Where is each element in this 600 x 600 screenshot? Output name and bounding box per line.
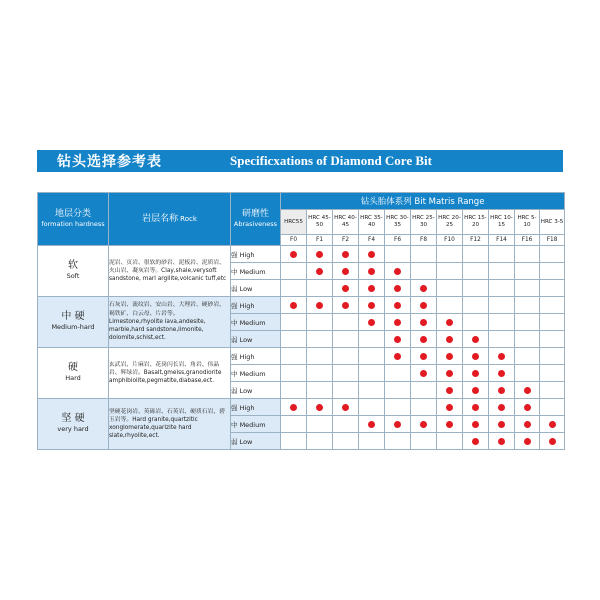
matrix-cell	[437, 433, 463, 450]
matrix-cell	[411, 365, 437, 382]
grade-cell: HRC 3-5	[540, 210, 565, 235]
matrix-cell	[281, 399, 307, 416]
matrix-cell	[307, 263, 333, 280]
matrix-cell	[307, 297, 333, 314]
matrix-cell	[307, 416, 333, 433]
matrix-cell	[359, 416, 385, 433]
red-dot-icon	[394, 421, 401, 428]
red-dot-icon	[316, 268, 323, 275]
matrix-cell	[411, 314, 437, 331]
hardness-cell	[38, 348, 109, 399]
matrix-cell	[489, 433, 515, 450]
matrix-cell	[515, 416, 540, 433]
red-dot-icon	[420, 285, 427, 292]
red-dot-icon	[498, 421, 505, 428]
red-dot-icon	[394, 319, 401, 326]
hardness-en: Soft	[66, 272, 80, 280]
code-cell: F2	[333, 235, 359, 246]
matrix-cell	[411, 433, 437, 450]
table-row	[38, 348, 565, 365]
red-dot-icon	[368, 268, 375, 275]
red-dot-icon	[498, 438, 505, 445]
red-dot-icon	[498, 370, 505, 377]
red-dot-icon	[394, 268, 401, 275]
matrix-cell	[540, 297, 565, 314]
abrasiveness-level: 强 High	[231, 399, 281, 416]
table-row	[38, 297, 565, 314]
matrix-cell	[359, 280, 385, 297]
matrix-cell	[385, 365, 411, 382]
red-dot-icon	[342, 285, 349, 292]
matrix-cell	[515, 399, 540, 416]
matrix-cell	[411, 416, 437, 433]
matrix-cell	[437, 246, 463, 263]
matrix-cell	[333, 297, 359, 314]
matrix-cell	[515, 314, 540, 331]
matrix-cell	[515, 365, 540, 382]
matrix-cell	[437, 365, 463, 382]
matrix-cell	[281, 348, 307, 365]
matrix-cell	[307, 433, 333, 450]
red-dot-icon	[446, 387, 453, 394]
matrix-cell	[411, 246, 437, 263]
matrix-cell	[359, 433, 385, 450]
matrix-cell	[333, 365, 359, 382]
bit-selection-table	[37, 192, 565, 450]
grade-cell: HRC 15-20	[463, 210, 489, 235]
matrix-cell	[463, 280, 489, 297]
grade-cell: HRC 45-50	[307, 210, 333, 235]
abrasiveness-level: 中 Medium	[231, 263, 281, 280]
hardness-cell	[38, 399, 109, 450]
matrix-cell	[307, 399, 333, 416]
red-dot-icon	[472, 353, 479, 360]
matrix-cell	[411, 399, 437, 416]
matrix-cell	[411, 382, 437, 399]
matrix-cell	[359, 314, 385, 331]
matrix-cell	[437, 314, 463, 331]
matrix-cell	[515, 263, 540, 280]
matrix-cell	[359, 297, 385, 314]
red-dot-icon	[394, 353, 401, 360]
grade-cell: HRC 35-40	[359, 210, 385, 235]
grade-cell: HRC55	[281, 210, 307, 235]
matrix-range-header: 钻头胎体系列 Bit Matris Range	[281, 193, 565, 210]
matrix-cell	[307, 382, 333, 399]
matrix-cell	[333, 331, 359, 348]
matrix-cell	[489, 297, 515, 314]
matrix-cell	[463, 246, 489, 263]
matrix-cell	[385, 246, 411, 263]
matrix-cell	[333, 246, 359, 263]
code-cell: F1	[307, 235, 333, 246]
red-dot-icon	[524, 387, 531, 394]
red-dot-icon	[472, 370, 479, 377]
matrix-cell	[281, 416, 307, 433]
matrix-cell	[463, 297, 489, 314]
matrix-cell	[489, 280, 515, 297]
red-dot-icon	[549, 438, 556, 445]
matrix-cell	[307, 348, 333, 365]
matrix-cell	[333, 314, 359, 331]
code-cell: F6	[385, 235, 411, 246]
formation-header-cn: 地层分类	[54, 209, 91, 219]
matrix-cell	[489, 331, 515, 348]
red-dot-icon	[394, 302, 401, 309]
matrix-cell	[359, 348, 385, 365]
matrix-cell	[333, 280, 359, 297]
matrix-cell	[411, 348, 437, 365]
table-body	[38, 246, 565, 450]
red-dot-icon	[342, 268, 349, 275]
matrix-cell	[489, 314, 515, 331]
code-cell: F0	[281, 235, 307, 246]
red-dot-icon	[446, 319, 453, 326]
matrix-cell	[411, 263, 437, 280]
matrix-cell	[385, 433, 411, 450]
matrix-cell	[463, 433, 489, 450]
grade-cell: HRC 25-30	[411, 210, 437, 235]
red-dot-icon	[394, 336, 401, 343]
hardness-cell	[38, 297, 109, 348]
matrix-cell	[411, 280, 437, 297]
matrix-cell	[540, 399, 565, 416]
matrix-cell	[385, 382, 411, 399]
matrix-cell	[359, 382, 385, 399]
formation-header	[38, 193, 109, 246]
red-dot-icon	[472, 387, 479, 394]
matrix-cell	[359, 331, 385, 348]
table-row	[38, 246, 565, 263]
red-dot-icon	[446, 353, 453, 360]
matrix-cell	[359, 246, 385, 263]
matrix-cell	[281, 365, 307, 382]
matrix-cell	[333, 416, 359, 433]
code-cell: F10	[437, 235, 463, 246]
matrix-cell	[385, 348, 411, 365]
matrix-cell	[437, 297, 463, 314]
red-dot-icon	[316, 302, 323, 309]
grade-cell: HRC 5-10	[515, 210, 540, 235]
abrasiveness-level: 强 High	[231, 246, 281, 263]
matrix-cell	[281, 331, 307, 348]
matrix-cell	[489, 365, 515, 382]
matrix-cell	[437, 399, 463, 416]
red-dot-icon	[368, 319, 375, 326]
rock-description: 坚硬花岗岩、英砾岩、石英岩、硬质石岩、碧玉岩等。Hard granite,quartzitic xonglomerate,quarizite hard slate,rhyolite,ect.	[109, 399, 231, 450]
red-dot-icon	[420, 370, 427, 377]
matrix-cell	[281, 263, 307, 280]
matrix-cell	[540, 246, 565, 263]
matrix-cell	[540, 280, 565, 297]
grade-cell: HRC 30-35	[385, 210, 411, 235]
matrix-cell	[385, 399, 411, 416]
matrix-cell	[437, 348, 463, 365]
red-dot-icon	[290, 404, 297, 411]
matrix-cell	[437, 331, 463, 348]
matrix-cell	[463, 416, 489, 433]
matrix-cell	[307, 314, 333, 331]
code-cell: F4	[359, 235, 385, 246]
code-cell: F18	[540, 235, 565, 246]
rock-header-en: Rock	[180, 215, 197, 223]
matrix-cell	[333, 382, 359, 399]
code-cell: F14	[489, 235, 515, 246]
matrix-cell	[281, 433, 307, 450]
title-english: Specificxations of Diamond Core Bit	[230, 153, 432, 168]
matrix-cell	[333, 433, 359, 450]
matrix-cell	[385, 280, 411, 297]
abrasiveness-level: 中 Medium	[231, 365, 281, 382]
matrix-cell	[489, 382, 515, 399]
matrix-cell	[333, 263, 359, 280]
code-cell: F8	[411, 235, 437, 246]
abrasiveness-level: 弱 Low	[231, 382, 281, 399]
matrix-cell	[307, 280, 333, 297]
abrasiveness-level: 弱 Low	[231, 280, 281, 297]
abrasiveness-level: 弱 Low	[231, 331, 281, 348]
rock-description: 泥岩、页岩、很软的砂岩、泥板岩、泥质岩、火山岩、凝灰岩等。Clay,shale,verysoft sandstone, marl argilite,volcanic tuff,etc	[109, 246, 231, 297]
abrasiveness-level: 中 Medium	[231, 314, 281, 331]
matrix-cell	[411, 331, 437, 348]
red-dot-icon	[524, 421, 531, 428]
matrix-cell	[515, 297, 540, 314]
matrix-cell	[489, 416, 515, 433]
rock-header-cn: 岩层名称	[142, 214, 179, 224]
red-dot-icon	[368, 251, 375, 258]
rock-description: 石灰岩、流纹岩、安山岩、大理岩、硬砂岩、褐铁矿、白云母、片岩等。Limestone,rhyolite lava,andesite, marble,hard sandstone,limonite, dolomite,schist,ect.	[109, 297, 231, 348]
matrix-cell	[385, 331, 411, 348]
hardness-en: Hard	[65, 374, 81, 382]
red-dot-icon	[524, 438, 531, 445]
matrix-cell	[307, 365, 333, 382]
red-dot-icon	[420, 319, 427, 326]
matrix-cell	[281, 314, 307, 331]
matrix-cell	[359, 263, 385, 280]
matrix-cell	[540, 348, 565, 365]
matrix-cell	[463, 263, 489, 280]
hardness-en: Medium-hard	[51, 323, 95, 331]
red-dot-icon	[472, 336, 479, 343]
matrix-cell	[281, 246, 307, 263]
red-dot-icon	[498, 404, 505, 411]
red-dot-icon	[420, 421, 427, 428]
formation-header-en: formation hardness	[41, 220, 105, 228]
matrix-cell	[333, 348, 359, 365]
matrix-cell	[463, 399, 489, 416]
red-dot-icon	[446, 336, 453, 343]
matrix-cell	[437, 280, 463, 297]
red-dot-icon	[446, 404, 453, 411]
matrix-cell	[281, 280, 307, 297]
abrasiveness-header-en: Abrasiveness	[233, 220, 278, 228]
red-dot-icon	[290, 302, 297, 309]
matrix-cell	[540, 433, 565, 450]
matrix-cell	[463, 348, 489, 365]
matrix-cell	[333, 399, 359, 416]
red-dot-icon	[472, 438, 479, 445]
red-dot-icon	[368, 302, 375, 309]
rock-description: 玄武岩、片麻岩、花岗闪长岩、角岩、伟晶岩、辉绿岩。Basalt,gmeiss,granodiorite amphibiolite,pegmatite,diabase,ect.	[109, 348, 231, 399]
hardness-cn: 软	[68, 260, 78, 271]
red-dot-icon	[420, 336, 427, 343]
red-dot-icon	[420, 302, 427, 309]
matrix-cell	[489, 399, 515, 416]
matrix-cell	[515, 246, 540, 263]
matrix-cell	[437, 416, 463, 433]
hardness-cn: 坚 硬	[61, 413, 85, 424]
matrix-cell	[540, 263, 565, 280]
matrix-cell	[540, 365, 565, 382]
matrix-cell	[281, 382, 307, 399]
abrasiveness-level: 中 Medium	[231, 416, 281, 433]
red-dot-icon	[342, 302, 349, 309]
matrix-cell	[540, 314, 565, 331]
red-dot-icon	[342, 404, 349, 411]
matrix-cell	[385, 314, 411, 331]
abrasiveness-level: 强 High	[231, 348, 281, 365]
abrasiveness-header	[231, 193, 281, 246]
title-chinese: 钻头选择参考表	[57, 154, 162, 170]
matrix-cell	[463, 331, 489, 348]
matrix-cell	[515, 331, 540, 348]
matrix-cell	[281, 297, 307, 314]
hardness-cell	[38, 246, 109, 297]
code-cell: F16	[515, 235, 540, 246]
red-dot-icon	[368, 285, 375, 292]
matrix-cell	[515, 348, 540, 365]
red-dot-icon	[316, 251, 323, 258]
matrix-cell	[385, 263, 411, 280]
matrix-cell	[515, 382, 540, 399]
abrasiveness-level: 弱 Low	[231, 433, 281, 450]
red-dot-icon	[420, 353, 427, 360]
red-dot-icon	[472, 404, 479, 411]
red-dot-icon	[524, 404, 531, 411]
red-dot-icon	[342, 251, 349, 258]
abrasiveness-level: 强 High	[231, 297, 281, 314]
red-dot-icon	[446, 421, 453, 428]
red-dot-icon	[498, 353, 505, 360]
matrix-cell	[437, 263, 463, 280]
red-dot-icon	[549, 421, 556, 428]
red-dot-icon	[498, 387, 505, 394]
matrix-cell	[307, 331, 333, 348]
red-dot-icon	[394, 285, 401, 292]
matrix-cell	[385, 416, 411, 433]
matrix-cell	[540, 382, 565, 399]
matrix-cell	[489, 348, 515, 365]
matrix-cell	[463, 314, 489, 331]
matrix-cell	[489, 263, 515, 280]
rock-header	[109, 193, 231, 246]
grade-cell: HRC 20-25	[437, 210, 463, 235]
matrix-cell	[411, 297, 437, 314]
matrix-cell	[359, 365, 385, 382]
red-dot-icon	[316, 404, 323, 411]
matrix-cell	[385, 297, 411, 314]
code-cell: F12	[463, 235, 489, 246]
red-dot-icon	[446, 370, 453, 377]
matrix-cell	[540, 416, 565, 433]
red-dot-icon	[472, 421, 479, 428]
hardness-cn: 中 硬	[61, 311, 85, 322]
title-banner	[37, 150, 563, 172]
table-row	[38, 399, 565, 416]
matrix-cell	[463, 382, 489, 399]
red-dot-icon	[368, 421, 375, 428]
abrasiveness-header-cn: 研磨性	[241, 209, 269, 219]
matrix-cell	[359, 399, 385, 416]
red-dot-icon	[290, 251, 297, 258]
matrix-cell	[489, 246, 515, 263]
matrix-cell	[437, 382, 463, 399]
matrix-cell	[515, 280, 540, 297]
matrix-cell	[463, 365, 489, 382]
grade-cell: HRC 40-45	[333, 210, 359, 235]
matrix-cell	[515, 433, 540, 450]
hardness-en: very hard	[57, 425, 89, 433]
matrix-cell	[540, 331, 565, 348]
matrix-cell	[307, 246, 333, 263]
hardness-cn: 硬	[68, 362, 78, 373]
grade-cell: HRC 10-15	[489, 210, 515, 235]
